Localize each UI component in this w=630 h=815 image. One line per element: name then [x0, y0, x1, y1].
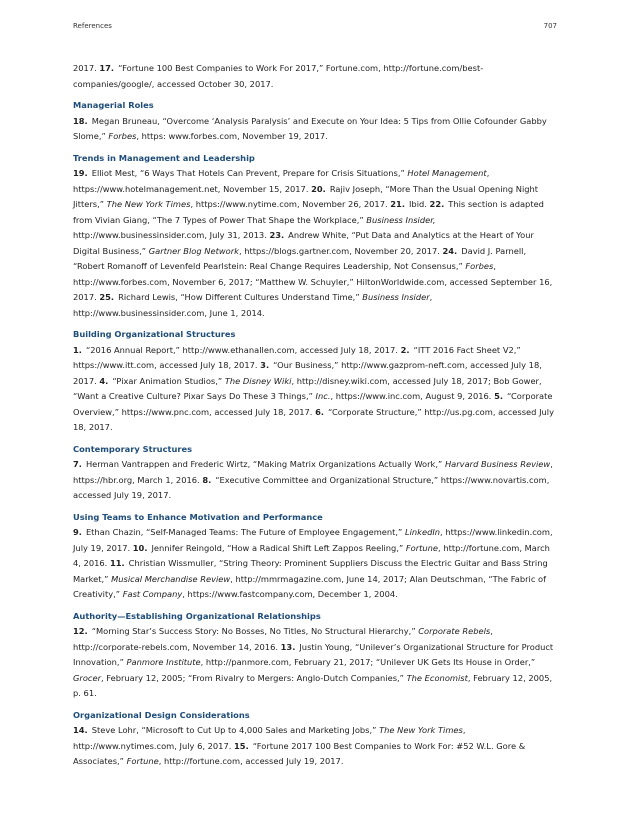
publication-title: Harvard Business Review: [444, 459, 551, 469]
note-number: 8.: [202, 474, 212, 485]
citation-text: “Morning Star’s Success Story: No Bosses, No Titles, No Structural Hierarchy,”: [91, 626, 419, 636]
citation-text: “Corporate Structure,” http://us.pg.com, accessed July 18, 2017.: [73, 406, 554, 432]
section-heading: Authority—Establishing Organizational Relationships: [73, 610, 321, 621]
citation-text: , https://blogs.gartner.com, November 20, 2017.: [238, 245, 443, 256]
note-number: 12.: [73, 626, 88, 636]
citation-text: “Fortune 2017 100 Best Companies to Work For: #52 W.L. Gore & Associates,”: [73, 740, 526, 766]
section-heading: Contemporary Structures: [73, 443, 193, 454]
citation-text: Ethan Chazin, “Self-Managed Teams: The Future of Employee Engagement,”: [85, 527, 405, 537]
reference-section: [73, 151, 557, 322]
reference-section: [73, 442, 557, 504]
note-number: 17.: [99, 63, 115, 73]
reference-section: [73, 708, 557, 770]
section-heading: Managerial Roles: [73, 100, 154, 110]
publication-title: Gartner Blog Network: [148, 245, 239, 256]
publication-title: The Disney Wiki: [224, 375, 292, 386]
citation-text: Andrew White, “Put Data and Analytics at the Heart of Your Digital Business,”: [73, 230, 534, 256]
citation-text: Jennifer Reingold, “How a Radical Shift Left Zappos Reeling,”: [151, 542, 406, 553]
section-citations: [73, 166, 557, 321]
publication-title: The New York Times: [379, 725, 463, 735]
note-number: 4.: [99, 375, 109, 386]
citation-text: , February 12, 2005; “From Rivalry to Mergers: Anglo-Dutch Companies,”: [101, 672, 407, 683]
section-heading: Building Organizational Structures: [73, 329, 236, 339]
section-citations: [73, 723, 557, 770]
note-number: 18.: [73, 115, 88, 126]
citation-text: Rajiv Joseph, “More Than the Usual Opening Night Jitters,”: [73, 183, 539, 209]
note-number: 21.: [390, 199, 405, 209]
publication-title: The New York Times: [106, 199, 191, 209]
citation-text: , http://www.businessinsider.com, June 1, 2014.: [73, 292, 433, 318]
citation-text: “2016 Annual Report,” http://www.ethanallen.com, accessed July 18, 2017.: [85, 344, 401, 355]
publication-title: Corporate Rebels: [418, 626, 491, 636]
citation-text: , http://panmore.com, February 21, 2017; “Unilever UK Gets Its House in Order,”: [200, 657, 536, 667]
note-number: 2.: [400, 344, 410, 355]
citation-text: , https://hbr.org, March 1, 2016.: [73, 459, 553, 485]
citation-text: , http://corporate-rebels.com, November 14, 2016.: [73, 626, 493, 652]
citation-text: Herman Vantrappen and Frederic Wirtz, “Making Matrix Organizations Actually Work,”: [85, 459, 445, 469]
citation-text: Christian Wissmuller, “String Theory: Prominent Suppliers Discuss the Electric Guitar and Bass String Market,”: [73, 558, 548, 584]
publication-title: Fast Company: [122, 589, 183, 599]
reference-section: [73, 510, 557, 603]
reference-section: [73, 98, 557, 145]
citation-text: , http://fortune.com, accessed July 19, 2017.: [158, 756, 344, 766]
publication-title: LinkedIn: [404, 527, 441, 537]
publication-title: Forbes: [465, 261, 494, 271]
citation-text: , http://fortune.com, March 4, 2016.: [73, 542, 550, 568]
citation-text: , http://disney.wiki.com, accessed July 18, 2017; Bob Gower, “Want a Creative Culture? Pixar Says Do These 3 Things,”: [73, 375, 542, 401]
publication-title: Panmore Institute: [126, 657, 201, 667]
section-citations: [73, 624, 557, 702]
publication-title: Inc.: [315, 391, 331, 401]
section-citations: [73, 457, 557, 504]
note-number: 7.: [73, 459, 82, 469]
citation-text: Ibid.: [408, 199, 430, 209]
note-number: 23.: [269, 230, 285, 240]
citation-text: , https://www.nytime.com, November 26, 2017.: [190, 199, 391, 209]
page-number: 707: [543, 22, 557, 30]
citation-text: “ITT 2016 Fact Sheet V2,” https://www.itt.com, accessed July 18, 2017.: [73, 344, 521, 370]
note-number: 1.: [73, 344, 82, 355]
citation-text: , https://www.fastcompany.com, December 1, 2004.: [182, 589, 398, 599]
citation-text: , http://www.nytimes.com, July 6, 2017.: [73, 725, 466, 751]
note-number: 13.: [280, 641, 296, 652]
note-number: 5.: [494, 391, 504, 401]
section-citations: [73, 343, 557, 436]
note-number: 15.: [234, 740, 249, 751]
publication-title: Musical Merchandise Review: [111, 573, 231, 584]
note-number: 19.: [73, 168, 88, 178]
citation-text: Steve Lohr, “Microsoft to Cut Up to 4,000 Sales and Marketing Jobs,”: [91, 725, 380, 735]
citation-text: Elliot Mest, “6 Ways That Hotels Can Prevent, Prepare for Crisis Situations,”: [91, 168, 408, 178]
citation-text: , http://www.forbes.com, November 6, 2017; “Matthew W. Schuyler,” HiltonWorldwide.com, accessed September 16, 2017.: [73, 261, 553, 302]
publication-title: Hotel Management: [407, 168, 487, 178]
intro-paragraph: [73, 61, 557, 92]
section-heading: Using Teams to Enhance Motivation and Performance: [73, 511, 323, 522]
section-citations: [73, 114, 557, 145]
publication-title: Fortune: [405, 542, 439, 553]
citation-text: , https://www.linkedin.com, July 19, 2017.: [73, 527, 553, 553]
running-header-title: References: [73, 22, 112, 30]
note-number: 22.: [429, 199, 445, 209]
citation-text: 2017.: [73, 63, 100, 73]
citation-text: “Corporate Overview,” https://www.pnc.com, accessed July 18, 2017.: [73, 391, 553, 417]
section-heading: Trends in Management and Leadership: [73, 152, 255, 163]
references-body: [73, 61, 557, 770]
citation-text: “Our Business,” http://www.gazprom-neft.com, accessed July 18, 2017.: [73, 360, 542, 386]
publication-title: Grocer: [73, 672, 101, 683]
citation-text: http://www.businessinsider.com, July 31, 2013.: [73, 230, 270, 240]
citation-text: “Pixar Animation Studios,”: [112, 375, 225, 386]
note-number: 10.: [132, 542, 148, 553]
citation-text: , February 12, 2005, p. 61.: [73, 672, 553, 698]
reference-section: [73, 609, 557, 702]
citation-text: Richard Lewis, “How Different Cultures Understand Time,”: [118, 292, 363, 302]
note-number: 14.: [73, 725, 88, 735]
note-number: 25.: [99, 292, 115, 302]
note-number: 3.: [260, 360, 270, 370]
citation-text: , https://www.hotelmanagement.net, November 15, 2017.: [73, 168, 490, 194]
note-number: 6.: [315, 406, 325, 417]
publication-title: The Economist: [406, 672, 468, 683]
note-number: 20.: [311, 183, 326, 194]
publication-title: Fortune: [126, 756, 159, 766]
citation-text: “Executive Committee and Organizational Structure,” https://www.novartis.com, accessed July 19, 2017.: [73, 474, 550, 500]
note-number: 24.: [442, 245, 458, 256]
note-number: 11.: [109, 558, 125, 568]
citation-text: , https: www.forbes.com, November 19, 2017.: [136, 131, 328, 141]
citation-text: Justin Young, “Unilever’s Organizational Structure for Product Innovation,”: [73, 641, 554, 667]
citation-text: , https://www.inc.com, August 9, 2016.: [330, 391, 495, 401]
citation-text: “Fortune 100 Best Companies to Work For 2017,” Fortune.com, http://fortune.com/best-companies/google/, accessed October 30, 2017.: [73, 63, 484, 89]
section-citations: [73, 525, 557, 603]
publication-title: Business Insider,: [366, 214, 436, 225]
reference-section: [73, 327, 557, 436]
citation-text: , http://mmrmagazine.com, June 14, 2017; Alan Deutschman, “The Fabric of Creativity,”: [73, 573, 547, 599]
citation-text: Megan Bruneau, “Overcome ‘Analysis Paralysis’ and Execute on Your Idea: 5 Tips from Ollie Cofounder Gabby Slome,”: [73, 115, 547, 141]
citation-text: This section is adapted from Vivian Giang, “The 7 Types of Power That Shape the Workplace,”: [73, 199, 544, 225]
reference-sections: [73, 98, 557, 770]
section-heading: Organizational Design Considerations: [73, 709, 250, 720]
publication-title: Forbes: [108, 131, 137, 141]
citation-text: David J. Parnell, “Robert Romanoff of Levenfeld Pearlstein: Real Change Requires Leadership, Not Consensus,”: [73, 245, 527, 271]
note-number: 9.: [73, 527, 82, 537]
publication-title: Business Insider: [362, 292, 430, 302]
